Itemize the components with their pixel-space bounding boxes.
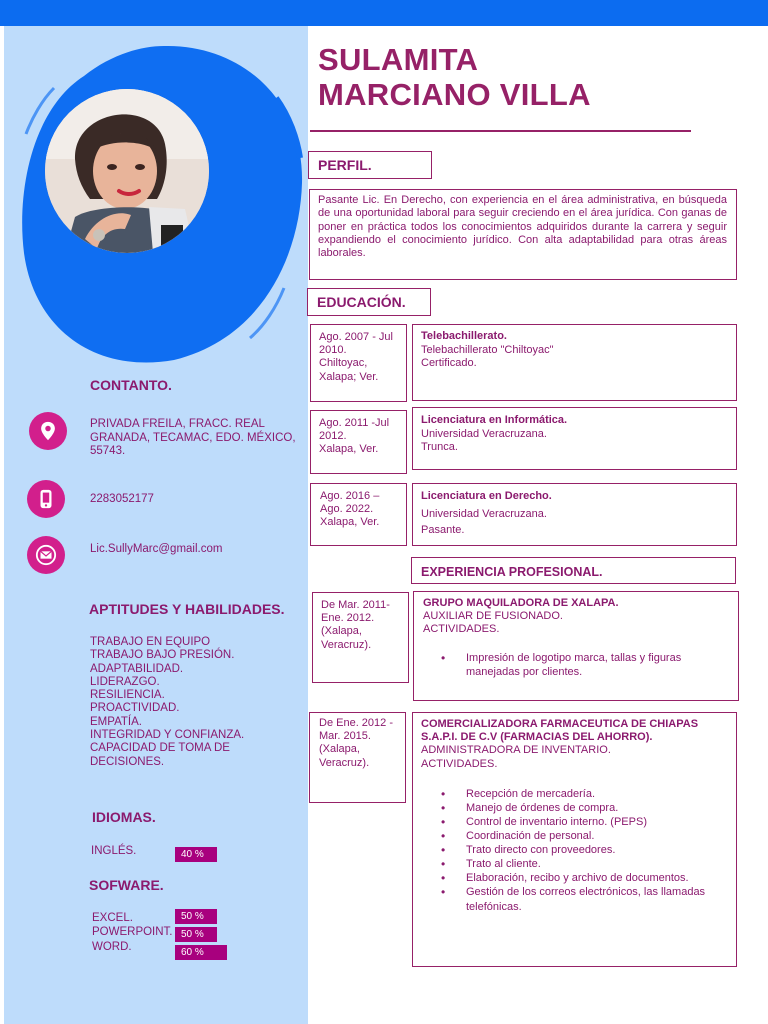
profile-photo-illustration (45, 89, 209, 253)
software-name: POWERPOINT. (92, 926, 173, 938)
software-name: EXCEL. (92, 912, 133, 924)
experience-heading: EXPERIENCIA PROFESIONAL. (411, 557, 736, 584)
name-line-1: SULAMITA (318, 42, 479, 77)
experience-date: De Mar. 2011- Ene. 2012. (Xalapa, Veracruz). (321, 599, 390, 651)
experience-detail: COMERCIALIZADORA FARMACEUTICA DE CHIAPAS S.A.P.I. DE C.V (FARMACIAS DEL AHORRO). ADMINISTRADORA DE INVENTARIO. ACTIVIDADES. • Recepción de mercadería. • Manejo de órdenes de compra. • Control de inventario interno. (PEPS) • Coordinación de personal. • Trato directo con proveedores. • Trato al cliente. • Elaboración, recibo y archivo de documentos. • Gestión de los correos electrónicos, las llamadas telefónicas. (421, 718, 721, 914)
list-item: • Control de inventario interno. (PEPS) (441, 815, 721, 829)
languages-heading: IDIOMAS. (92, 809, 156, 825)
top-accent-bar (0, 0, 768, 26)
software-heading: SOFWARE. (89, 877, 164, 893)
profile-heading: PERFIL. (308, 151, 432, 179)
profile-text: Pasante Lic. En Derecho, con experiencia en el área administrativa, en búsqueda de una oportunidad laboral para seguir creciendo en el área jurídica. Con ganas de poner en práctica todos los conocimientos adquiridos durante la carrera y seguir expandiendo el conocimiento jurídico. Con alta adaptabilidad para otras áreas laborales. (318, 194, 727, 260)
education-date: Ago. 2011 -Jul 2012. Xalapa, Ver. (319, 417, 390, 456)
language-level-badge: 40 % (175, 847, 217, 862)
list-item: • Elaboración, recibo y archivo de documentos. (441, 871, 721, 885)
activities-list (441, 787, 721, 914)
list-item: CAPACIDAD DE TOMA DE (90, 742, 230, 755)
software-level-badge: 50 % (175, 909, 217, 924)
list-item: • Gestión de los correos electrónicos, las llamadas telefónicas. (441, 885, 721, 913)
skills-heading: APTITUDES Y HABILIDADES. (89, 601, 285, 617)
education-date: Ago. 2016 – Ago. 2022. Xalapa, Ver. (320, 490, 380, 529)
contact-phone[interactable]: 2283052177 (90, 493, 154, 505)
education-detail: Telebachillerato. Telebachillerato "Chiltoyac" Certificado. (421, 330, 554, 369)
list-item: PROACTIVIDAD. (90, 702, 180, 715)
software-level-badge: 50 % (175, 927, 217, 942)
name-line-2: MARCIANO VILLA (318, 77, 591, 112)
list-item: • Trato directo con proveedores. (441, 843, 721, 857)
list-item: LIDERAZGO. (90, 675, 160, 688)
list-item: ADAPTABILIDAD. (90, 662, 184, 675)
mail-icon (27, 536, 65, 574)
list-item: TRABAJO BAJO PRESIÓN. (90, 649, 235, 662)
list-item: • Impresión de logotipo marca, tallas y figuras manejadas por clientes. (441, 651, 711, 679)
candidate-name (318, 42, 591, 112)
experience-detail: GRUPO MAQUILADORA DE XALAPA. AUXILIAR DE FUSIONADO. ACTIVIDADES. • Impresión de logotipo marca, tallas y figuras manejadas por clientes. (423, 597, 723, 679)
profile-photo (45, 89, 209, 253)
contact-address: PRIVADA FREILA, FRACC. REAL GRANADA, TECAMAC, EDO. MÉXICO, 55743. (90, 418, 296, 457)
phone-icon (27, 480, 65, 518)
list-item: DECISIONES. (90, 755, 165, 768)
list-item: INTEGRIDAD Y CONFIANZA. (90, 729, 245, 742)
contact-heading: CONTANTO. (90, 377, 172, 393)
education-detail: Licenciatura en Informática. Universidad Veracruzana. Trunca. (421, 414, 568, 453)
list-item: • Recepción de mercadería. (441, 787, 721, 801)
name-divider (310, 130, 691, 132)
activities-list (441, 651, 711, 679)
skills-list (90, 636, 290, 769)
list-item: EMPATÍA. (90, 715, 142, 728)
experience-date: De Ene. 2012 - Mar. 2015. (Xalapa, Veracruz). (319, 717, 393, 769)
software-name: WORD. (92, 941, 132, 953)
list-item: • Coordinación de personal. (441, 829, 721, 843)
language-name: INGLÉS. (91, 845, 137, 857)
software-level-badge: 60 % (175, 945, 227, 960)
education-detail: Licenciatura en Derecho. Universidad Veracruzana. Pasante. (421, 490, 552, 536)
contact-email[interactable]: Lic.SullyMarc@gmail.com (90, 543, 223, 555)
list-item: • Manejo de órdenes de compra. (441, 801, 721, 815)
list-item: TRABAJO EN EQUIPO (90, 636, 211, 648)
list-item: • Trato al cliente. (441, 857, 721, 871)
list-item: RESILIENCIA. (90, 689, 165, 702)
education-date: Ago. 2007 - Jul 2010. Chiltoyac, Xalapa; Ver. (319, 331, 393, 383)
location-pin-icon (29, 412, 67, 450)
education-heading: EDUCACIÓN. (307, 288, 431, 316)
